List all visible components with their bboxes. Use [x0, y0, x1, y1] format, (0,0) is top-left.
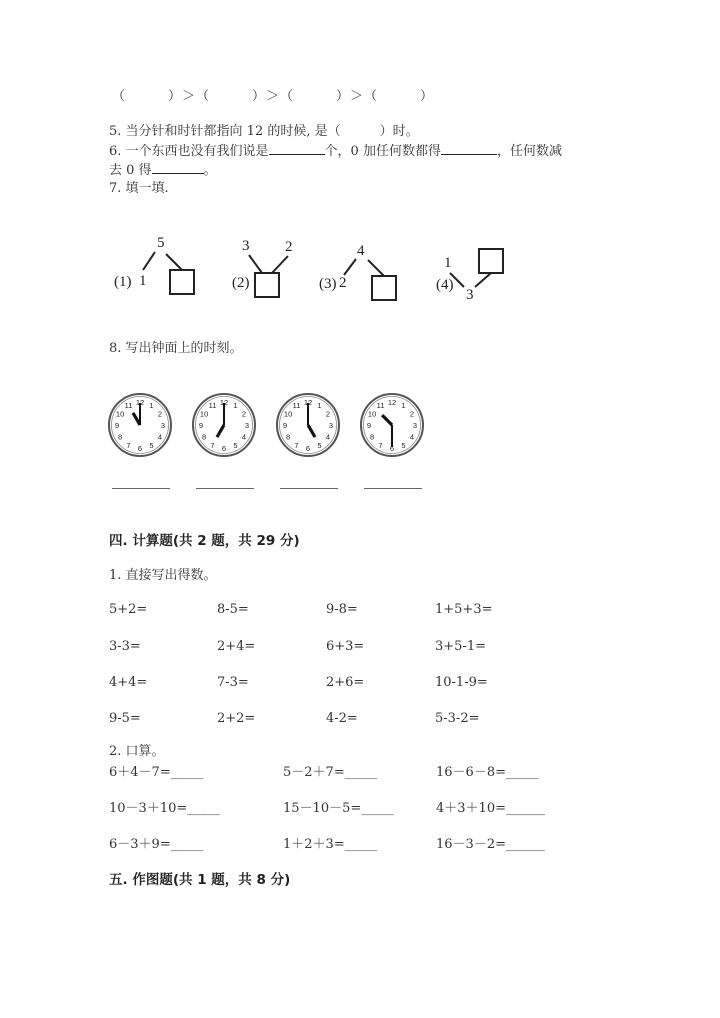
svg-text:1: 1	[317, 401, 322, 411]
svg-text:2: 2	[157, 409, 163, 419]
svg-text:4: 4	[325, 432, 331, 442]
equation: 4+4=	[109, 675, 148, 690]
number-bond-4	[436, 249, 503, 303]
section-4-heading: 四. 计算题(共 2 题，共 29 分)	[109, 533, 300, 549]
svg-text:2: 2	[325, 409, 331, 419]
equation: 6+3=	[326, 639, 365, 654]
svg-text:5: 5	[233, 440, 238, 450]
svg-text:8: 8	[201, 432, 207, 442]
clock-icon	[107, 392, 173, 458]
question-5: 5. 当分针和时针都指向 12 的时候, 是（ ）时。	[109, 124, 419, 139]
equation: 2+6=	[326, 675, 365, 690]
svg-text:1: 1	[139, 273, 147, 289]
question-6-cont	[109, 161, 217, 180]
equation: 3-3=	[109, 639, 141, 654]
oral-equation: 15－10－5=_____	[283, 801, 394, 816]
svg-text:12: 12	[303, 398, 313, 407]
svg-text:12: 12	[387, 398, 397, 407]
clock-icon	[359, 392, 425, 458]
svg-text:11: 11	[292, 401, 301, 411]
svg-text:10: 10	[283, 409, 293, 419]
svg-text:1: 1	[233, 401, 238, 411]
svg-text:8: 8	[369, 432, 375, 442]
svg-text:7: 7	[378, 440, 383, 450]
equation: 4-2=	[326, 711, 358, 726]
svg-text:3: 3	[412, 421, 418, 430]
q6-text-e: 。	[203, 163, 217, 178]
svg-text:(2): (2)	[232, 275, 250, 291]
answer-box[interactable]	[255, 273, 279, 297]
section-5-heading: 五. 作图题(共 1 题，共 8 分)	[109, 872, 291, 888]
clock-answer-line-2[interactable]	[196, 488, 254, 489]
question-7: 7. 填一填.	[109, 181, 169, 196]
q6-text-c: ，任何数减	[496, 144, 562, 159]
svg-text:(4): (4)	[436, 277, 454, 293]
question-8: 8. 写出钟面上的时刻。	[109, 341, 243, 356]
svg-text:3: 3	[466, 287, 474, 303]
svg-text:6: 6	[137, 444, 143, 453]
svg-text:4: 4	[157, 432, 163, 442]
equation: 7-3=	[217, 675, 249, 690]
svg-text:1: 1	[444, 255, 452, 271]
svg-text:9: 9	[198, 421, 204, 430]
equation: 5+2=	[109, 602, 148, 617]
svg-text:1: 1	[401, 401, 406, 411]
svg-text:6: 6	[305, 444, 311, 453]
svg-text:9: 9	[282, 421, 288, 430]
answer-box[interactable]	[372, 276, 396, 300]
equation: 5-3-2=	[435, 711, 480, 726]
oral-equation: 16－3－2=______	[436, 837, 545, 852]
clock-answer-line-1[interactable]	[112, 488, 170, 489]
clock-icon	[191, 392, 257, 458]
svg-text:4: 4	[241, 432, 247, 442]
svg-text:3: 3	[160, 421, 166, 430]
equation: 3+5-1=	[435, 639, 486, 654]
section-4-q1: 1. 直接写出得数。	[109, 568, 217, 583]
answer-box[interactable]	[479, 249, 503, 273]
svg-text:11: 11	[124, 401, 133, 411]
q6-blank-3[interactable]	[152, 161, 204, 174]
oral-equation: 4＋3＋10=______	[436, 801, 545, 816]
number-bond-2	[232, 238, 293, 297]
svg-text:7: 7	[210, 440, 215, 450]
svg-text:9: 9	[114, 421, 120, 430]
equation: 8-5=	[217, 602, 249, 617]
oral-equation: 1＋2＋3=_____	[283, 837, 378, 852]
number-bond-figures	[100, 225, 520, 305]
svg-text:7: 7	[126, 440, 131, 450]
svg-text:9: 9	[366, 421, 372, 430]
svg-text:12: 12	[219, 398, 229, 407]
svg-text:5: 5	[401, 440, 406, 450]
svg-text:8: 8	[117, 432, 123, 442]
equation: 10-1-9=	[435, 675, 488, 690]
svg-text:6: 6	[389, 444, 395, 453]
svg-text:4: 4	[409, 432, 415, 442]
question-6	[109, 142, 562, 161]
clock-answer-line-3[interactable]	[280, 488, 338, 489]
equation: 2+4=	[217, 639, 256, 654]
svg-text:3: 3	[244, 421, 250, 430]
svg-text:1: 1	[149, 401, 154, 411]
svg-text:12: 12	[135, 398, 145, 407]
svg-text:4: 4	[357, 243, 365, 259]
clock-answer-line-4[interactable]	[364, 488, 422, 489]
equation: 2+2=	[217, 711, 256, 726]
svg-text:5: 5	[157, 235, 165, 251]
svg-text:11: 11	[208, 401, 217, 411]
svg-text:5: 5	[149, 440, 154, 450]
svg-text:11: 11	[376, 401, 385, 411]
q6-text-a: 6. 一个东西也没有我们说是	[109, 144, 269, 159]
svg-text:2: 2	[285, 239, 293, 255]
svg-text:10: 10	[367, 409, 377, 419]
section-4-q2: 2. 口算。	[109, 744, 165, 759]
svg-text:2: 2	[339, 275, 347, 291]
svg-text:6: 6	[221, 444, 227, 453]
number-bond-3	[319, 243, 396, 300]
svg-text:7: 7	[294, 440, 299, 450]
svg-text:10: 10	[199, 409, 209, 419]
q4-order-blanks: （ ）＞（ ）＞（ ）＞（ ）	[112, 89, 435, 104]
svg-text:8: 8	[285, 432, 291, 442]
equation: 9-5=	[109, 711, 141, 726]
svg-text:2: 2	[241, 409, 247, 419]
q6-text-d: 去 0 得	[109, 163, 152, 178]
oral-equation: 5－2＋7=_____	[283, 765, 378, 780]
svg-text:2: 2	[409, 409, 415, 419]
q6-blank-2[interactable]	[441, 142, 497, 155]
svg-text:(1): (1)	[114, 274, 132, 290]
oral-equation: 16－6－8=_____	[436, 765, 539, 780]
equation: 1+5+3=	[435, 602, 493, 617]
oral-equation: 10－3＋10=_____	[109, 801, 220, 816]
svg-text:10: 10	[115, 409, 125, 419]
svg-text:(3): (3)	[319, 276, 337, 292]
answer-box[interactable]	[170, 270, 194, 294]
clock-icon	[275, 392, 341, 458]
oral-equation: 6－3＋9=_____	[109, 837, 204, 852]
svg-text:3: 3	[328, 421, 334, 430]
svg-text:3: 3	[242, 238, 250, 254]
q6-text-b: 个，0 加任何数都得	[324, 144, 441, 159]
number-bond-1	[114, 235, 194, 294]
svg-text:5: 5	[317, 440, 322, 450]
oral-equation: 6＋4－7=_____	[109, 765, 204, 780]
equation: 9-8=	[326, 602, 358, 617]
q6-blank-1[interactable]	[269, 142, 325, 155]
